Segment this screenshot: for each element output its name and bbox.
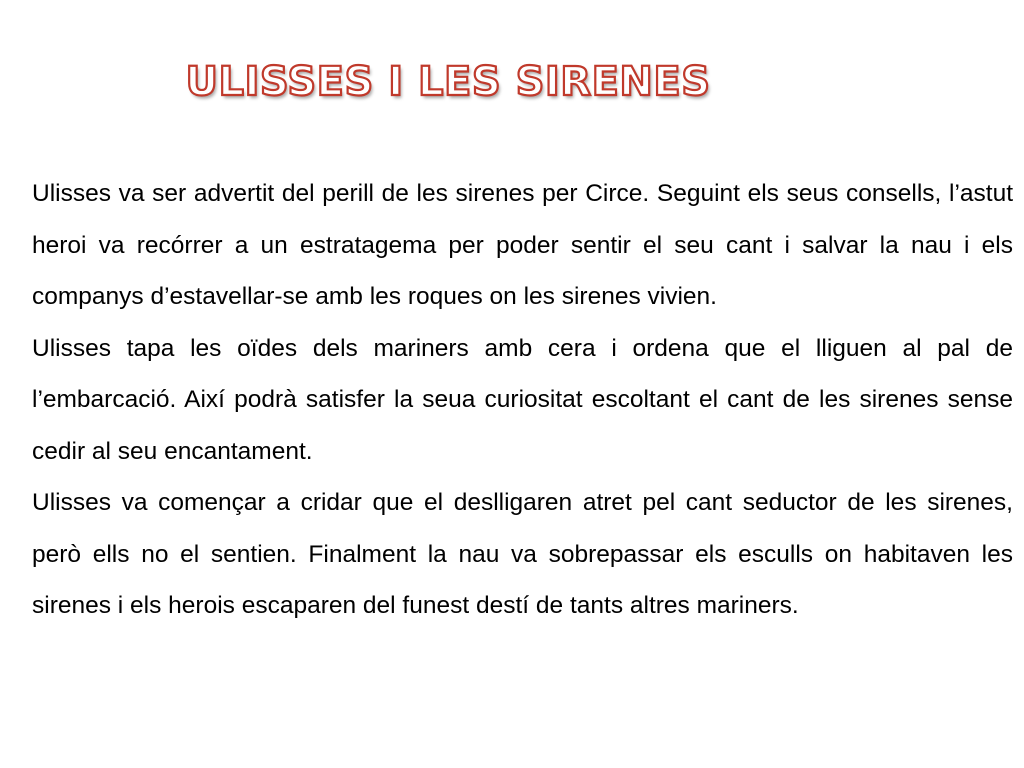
paragraph-3: Ulisses va començar a cridar que el deslligaren atret pel cant seductor de les sirenes, però ells no el sentien. Finalment la nau va sobrepassar els esculls on habitaven les sirenes i els herois escaparen del funest destí de tants altres mariners.: [32, 489, 1013, 619]
slide-body: [32, 168, 1013, 632]
paragraph-2: Ulisses tapa les oïdes dels mariners amb cera i ordena que el lliguen al pal de l’embarcació. Així podrà satisfer la seua curiositat escoltant el cant de les sirenes sense cedir al seu encantament.: [32, 334, 1013, 465]
paragraph-1: Ulisses va ser advertit del perill de les sirenes per Circe. Seguint els seus consells, l’astut heroi va recórrer a un estratagema per poder sentir el seu cant i salvar la nau i els companys d’estavellar-se amb les roques on les sirenes vivien.: [32, 180, 1013, 310]
slide-title: ULISSES I LES SIRENES: [185, 59, 711, 105]
